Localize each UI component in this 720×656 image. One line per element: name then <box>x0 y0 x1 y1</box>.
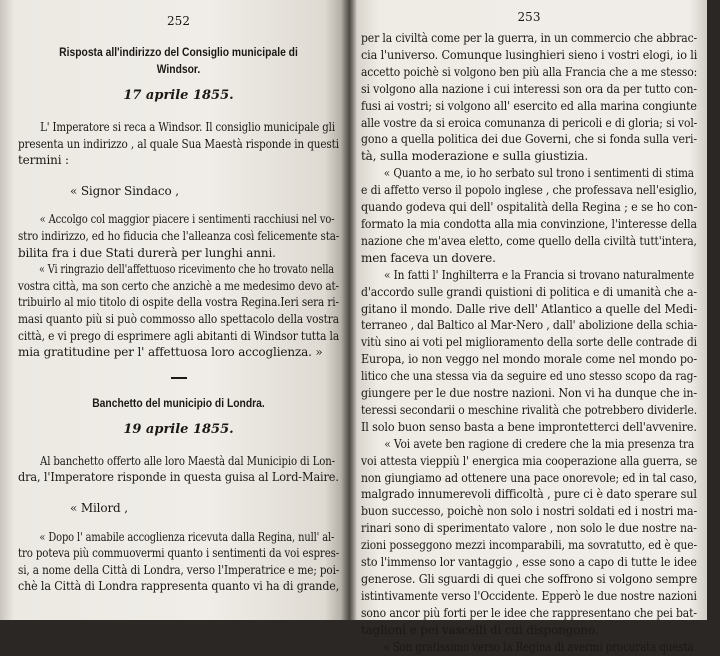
text-line: e di affetto verso il popolo inglese , che professava nell'esiglio, <box>361 183 697 198</box>
salutation: « Signor Sindaco , <box>70 183 179 198</box>
text-line: « Son gratissimo verso la Regina di avermi procurata questa <box>383 639 694 654</box>
text-line: malgrado innumerevoli difficoltà , pure ci è dato sperare sul <box>361 487 697 502</box>
text-line: buon successo, poichè non solo i nostri soldati ed i nostri ma- <box>361 504 698 519</box>
text-line: quando godeva qui dell' ospitalità della Regina ; e se ho con- <box>361 200 698 215</box>
text-line: mia gratitudine per l' affettuosa loro accoglienza. » <box>18 345 323 360</box>
text-line: « In fatti l' Inghilterra e la Francia si trovano naturalmente <box>383 267 695 282</box>
text-line: Il solo buon senso basta a bene improntetterci dell'avvenire. <box>361 419 697 434</box>
section-date: 19 aprile 1855. <box>123 421 234 437</box>
paragraph <box>18 529 339 595</box>
text-line: vostra città, ma son certo che anzichè a me medesimo devo at- <box>18 278 339 293</box>
text-line: stro indirizzo, ed ho fiducia che l'alleanza così felicemente sta- <box>18 228 340 243</box>
text-line: « Dopo l' amabile accoglienza ricevuta dalla Regina, null' al- <box>39 529 335 544</box>
section-heading: Risposta all'indirizzo del Consiglio municipale di Windsor. <box>59 45 298 76</box>
text-line: d'accordo sulle grandi quistioni di politica e di umanità che a- <box>361 284 697 299</box>
text-line: generose. Gli sguardi di quei che soffrono si volgono sempre <box>361 572 698 586</box>
text-line: sto l'immenso lor vantaggio , esse sono a capo di tutte le idee <box>361 555 697 570</box>
text-line: L' Imperatore si reca a Windsor. Il consiglio municipale gli <box>40 120 335 134</box>
text-line: tà, sulla moderazione e sulla giustizia. <box>361 149 589 164</box>
text-line: vitù sino ai voti pel miglioramento della sorte delle contrade di <box>361 335 697 350</box>
text-line: si, a nome della Città di Londra, verso l'Imperatrice e me; poi- <box>18 562 340 577</box>
text-line: Europa, io non veggo nel mondo morale come nel mondo po- <box>361 352 698 367</box>
section-date: 17 aprile 1855. <box>123 88 234 103</box>
text-line: « Quanto a me, io ho serbato sul trono i sentimenti di stima <box>383 166 694 181</box>
text-line: non giungiamo ad ottenere una pace onorevole; ed in tal caso, <box>361 470 698 485</box>
text-line: presenta un indirizzo , al quale Sua Maestà risponde in questi <box>18 136 339 151</box>
paragraph <box>361 436 697 639</box>
text-line: gitano il mondo. Dalle rive dell' Atlantico a quelle del Medi- <box>361 301 697 316</box>
text-line: teressi secondarii o meschine rivalità che potrebbero dividerle. <box>361 402 698 417</box>
text-line: nazione che m'avea eletto, come quello della civiltà tutt'intera, <box>361 233 697 248</box>
text-line: Al banchetto offerto alle loro Maestà dal Municipio di Lon- <box>39 453 335 468</box>
text-line: rinari sono di sperimentato valore , non solo le due nostre na- <box>361 521 697 536</box>
text-line: gono a quella politica dei due Governi, che si fonda sulla veri- <box>361 132 697 147</box>
text-line: dra, l'Imperatore risponde in questa guisa al Lord-Maire. <box>18 470 339 485</box>
paragraph <box>361 267 697 436</box>
text-line: « Accolgo col maggior piacere i sentimenti racchiusi nel vo- <box>39 212 335 227</box>
left-page <box>0 0 349 620</box>
text-line: istintivamente verso l'Occidente. Epperò le due nostre nazioni <box>361 588 697 603</box>
page-number: 252 <box>167 14 190 28</box>
text-line: accetto poichè si volgono ben più alla Francia che a me stesso: <box>361 64 698 79</box>
paragraph <box>18 261 339 361</box>
text-line: per la civiltà come per la guerra, in un commercio che abbrac- <box>361 31 698 45</box>
text-line: voi attesta vieppiù l' energica mia cooperazione alla guerra, se <box>361 453 698 468</box>
text-line: città, e vi prego di esprimere agli abitanti di Windsor tutta la <box>18 328 340 343</box>
salutation: « Milord , <box>70 500 128 515</box>
text-line: « Vi ringrazio dell'affettuoso ricevimento che ho trovato nella <box>39 262 334 277</box>
text-line: formato la mia condotta alla mia convinzione, l'interesse della <box>361 216 697 231</box>
text-line: sono ancor più forti per le idee che rappresentano che pei bat- <box>361 605 697 620</box>
text-line: chè la Città di Londra rappresenta quanto vi ha di grande, <box>18 579 340 594</box>
paragraph <box>361 30 697 165</box>
text-line: men faceva un dovere. <box>361 250 496 265</box>
section-divider <box>171 377 187 379</box>
text-line: giungere per le due nostre nazioni. Non vi ha dunque che in- <box>361 386 698 401</box>
text-line: cia l'universo. Comunque lusinghieri sieno i vostri elogi, io li <box>361 47 698 62</box>
paragraph <box>361 165 697 266</box>
text-line: si volgono alla nazione i cui interessi son ora da per tutto con- <box>361 81 697 96</box>
text-line: tro poteva più commuovermi quanto i sentimenti da voi espres- <box>18 546 340 561</box>
text-line: masi quanto più si può commosso allo spettacolo della vostra <box>18 311 339 326</box>
paragraph <box>18 211 339 261</box>
text-line: alle vostre da si eroica comunanza di pericoli e di gloria; si vol- <box>361 115 698 130</box>
section-heading: Banchetto del municipio di Londra. <box>92 395 265 410</box>
text-line: termini : <box>18 153 69 168</box>
text-line: bilita fra i due Stati durerà per lunghi anni. <box>18 245 276 260</box>
text-line: terraneo , dal Baltico al Mar-Nero , dall' abolizione della schia- <box>361 318 698 333</box>
text-line: litico che una stessa via da seguire ed uno stesso scopo da rag- <box>361 369 697 384</box>
text-line: taglioni e pei vascelli di cui dispongono. <box>361 622 599 637</box>
right-page <box>349 0 707 654</box>
page-number: 253 <box>517 10 541 24</box>
text-line: zioni posseggono mezzi incomparabili, ma sovratutto, ed è que- <box>361 538 697 553</box>
text-line: tribuirlo al mio titolo di ospite della vostra Regina.Ieri sera ri- <box>18 295 339 310</box>
paragraph <box>361 639 697 656</box>
text-line: fusi ai vostri; si volgono all' esercito ed alla marina congiunte <box>361 98 697 113</box>
paragraph <box>18 453 339 486</box>
paragraph <box>18 119 339 169</box>
text-line: « Voi avete ben ragione di credere che la mia presenza tra <box>384 436 695 451</box>
